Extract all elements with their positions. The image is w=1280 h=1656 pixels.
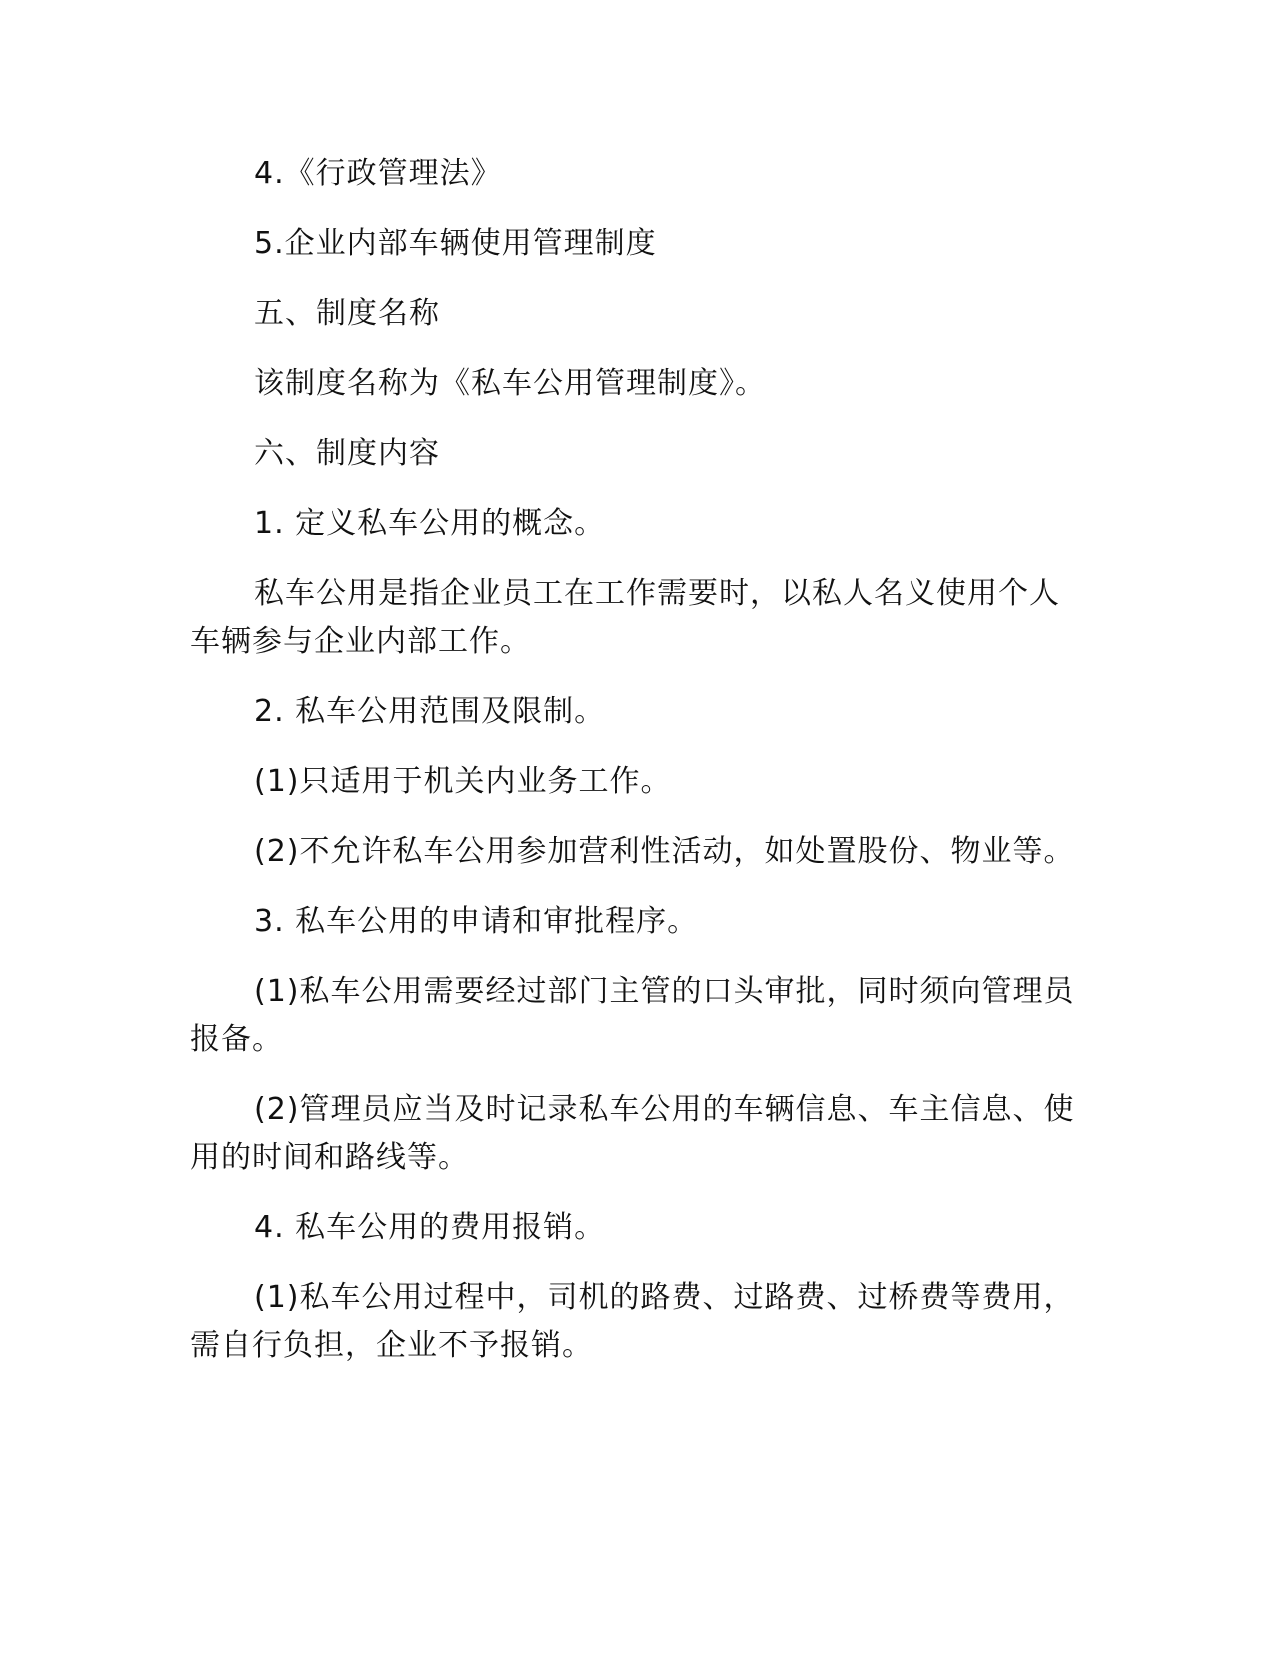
- section-heading-5: 五、制度名称: [254, 296, 440, 331]
- section-heading-6: 六、制度内容: [254, 436, 440, 471]
- section-5-body: 该制度名称为《私车公用管理制度》。: [254, 366, 766, 401]
- clause-4-item-1: (1)私车公用过程中，司机的路费、过路费、过桥费等费用，需自行负担，企业不予报销。: [190, 1280, 1075, 1363]
- clause-2-item-1: (1)只适用于机关内业务工作。: [254, 764, 672, 799]
- reference-item-5: 5.企业内部车辆使用管理制度: [254, 226, 657, 261]
- clause-1-heading: 1. 定义私车公用的概念。: [254, 506, 606, 541]
- clause-3-item-1: (1)私车公用需要经过部门主管的口头审批，同时须向管理员报备。: [190, 974, 1075, 1057]
- clause-2-heading: 2. 私车公用范围及限制。: [254, 694, 606, 729]
- clause-2-item-2: (2)不允许私车公用参加营利性活动，如处置股份、物业等。: [254, 834, 1075, 869]
- clause-3-heading: 3. 私车公用的申请和审批程序。: [254, 904, 699, 939]
- reference-item-4: 4.《行政管理法》: [254, 156, 502, 191]
- clause-4-heading: 4. 私车公用的费用报销。: [254, 1210, 606, 1245]
- clause-1-body: 私车公用是指企业员工在工作需要时，以私人名义使用个人车辆参与企业内部工作。: [190, 576, 1060, 659]
- clause-3-item-2: (2)管理员应当及时记录私车公用的车辆信息、车主信息、使用的时间和路线等。: [190, 1092, 1075, 1175]
- document-body: [190, 150, 1090, 1392]
